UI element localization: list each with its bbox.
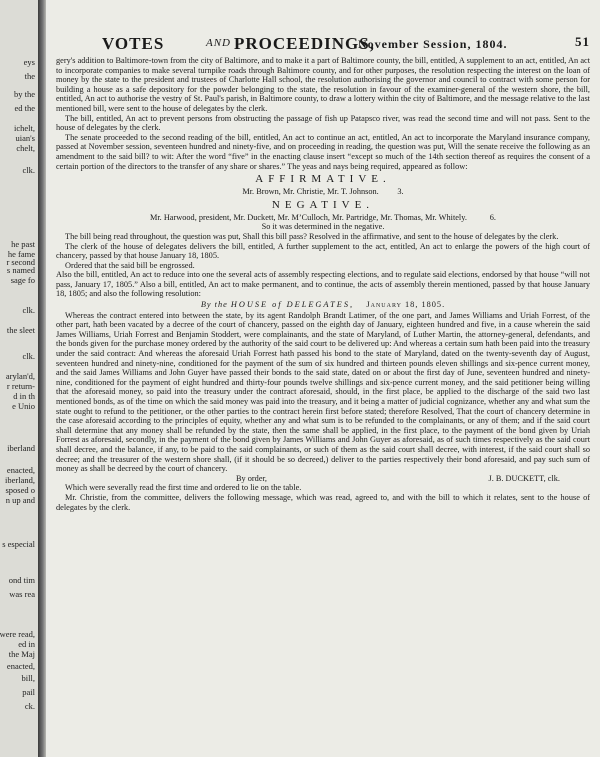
margin-fragment: iberland: [7, 443, 35, 453]
header-title: VOTES: [102, 34, 165, 53]
margin-fragment: clk.: [22, 165, 35, 175]
margin-fragment: enacted,: [6, 661, 35, 671]
margin-fragment: clk.: [22, 305, 35, 315]
house-of-delegates-line: [56, 300, 590, 310]
determined-line: So it was determined in the negative.: [261, 222, 385, 232]
house-date: January 18, 1805.: [366, 300, 446, 310]
paragraph: Ordered that the said bill be engrossed.: [65, 260, 195, 270]
page-number: 51: [575, 34, 590, 49]
margin-fragment: d in th: [13, 391, 35, 401]
adjacent-page-margin: [0, 0, 40, 757]
negative-name-list: Mr. Harwood, president, Mr. Duckett, Mr. M’Culloch, Mr. Partridge, Mr. Thomas, Mr. Whitely.: [149, 212, 467, 222]
margin-fragment: by the: [13, 89, 35, 99]
resolution-paragraph: Whereas the contract entered into between the state, by its agent Randolph Brandt Latimer, of the one part, and James Williams and Uriah Forrest, of the other part, hath been vacated by a decree of the court of chancery, passed on the eighth day of January, eighteen hundred and five, in a cause wherein the said James Williams, Uriah Forrest and Benjamin Stoddert, were complainants, and the state of Maryland, of Luther Martin, the attorney-general, defendants, and the bonds given for the purchase money ordered by the authority of the said court to be delivered up: And whereas a certain sum hath been paid into the treasury under the said contract: And whereas the aforesaid Uriah Forrest hath passed his bond to the state of Maryland, dated on the twenty-seventh day of August, seventeen hundred and ninety-nine, conditioned for the payment of the sum of six hundred and thirteen pounds eleven shillings and six-pence current money, and the said James Williams and John Guyer have passed their bonds to the said state, dated on or about the first day of June, seventeen hundred and ninety-nine, conditioned for the payment of eight hundred and thirty-four pounds twelve shillings and six-pence current money, and the said petitioner being willing that the aforesaid money, so paid into the treasury under the contract aforesaid, should, in the first place, be applied to the discharge of the said two last mentioned bonds, as of the time on which the said money was paid into the treasury, and it being a matter of judicial cognizance, whether any and what sum the state ought to refund to the petitioner, or the other parties to the contract herein first before stated; therefore Resolved, That the court of chancery determine in the case aforesaid according to the principles of equity, whether any and what sum is to be refunded to the complainants, or any of them; and if the said court shall determine that any money shall be refunded by the state, then the same shall be applied, in the first place, to the payment of the bond given by Uriah Forrest as aforesaid, secondly, in the payment of the bond given by James Williams and John Guyer as aforesaid, as of such times respectively as the said court shall decree, and the balance, if any, to be paid to the said complainants, or such of them as the said court shall decree, with interest, if the said court shall so decree; and the treasurer of the western shore shall, (if it should be so decreed,) deliver to the parties respectively their bond aforesaid, and pay such sum of money as shall be decreed by the court of chancery.: [56, 310, 590, 474]
paragraph: Also the bill, entitled, An act to reduce into one the several acts of assembly respecting elections, and to regulate said elections, endorsed by that house “will not pass, January 17, 1805.” Also a bill, entitled, An act to make permanent, and to continue, the acts of assembly therein mentioned, passed by that house January 18, 1805; and also the following resolution:: [56, 270, 590, 299]
header-and: AND: [206, 37, 231, 49]
margin-fragment: the: [24, 71, 35, 81]
margin-fragment: sage fo: [10, 275, 35, 285]
paragraph: The bill, entitled, An act to prevent persons from obstructing the passage of fish up Patapsco river, was read the second time and will not pass. Sent to the house of delegates by the clerk.: [56, 113, 590, 133]
margin-fragment: e Unio: [12, 401, 35, 411]
paragraph: Mr. Christie, from the committee, delivers the following message, which was read, agreed to, and with the bill to which it relates, sent to the house of delegates by the clerk.: [56, 492, 590, 512]
page-body: [56, 56, 590, 512]
margin-fragment: uian's: [15, 133, 35, 143]
margin-fragment: pail: [22, 687, 35, 697]
margin-fragment: he fame: [7, 249, 35, 259]
affirmative-heading: AFFIRMATIVE.: [255, 173, 391, 186]
header-proceedings: PROCEEDINGS,: [234, 34, 375, 53]
negative-heading: NEGATIVE.: [271, 198, 375, 211]
negative-names: [56, 213, 590, 223]
document-page: [46, 0, 600, 757]
negative-count: 6.: [489, 212, 496, 222]
house-name: HOUSE of DELEGATES,: [230, 300, 355, 310]
margin-fragment: clk.: [22, 351, 35, 361]
house-by-the: By the: [200, 300, 228, 310]
by-order: By order,: [236, 473, 268, 483]
margin-fragment: r second: [6, 257, 35, 267]
paragraph: gery's addition to Baltimore-town from the city of Baltimore, and to make it a part of Baltimore county, the bill, entitled, A supplement to an act, entitled, An act to incorporate companies to make several turnpike roads through Baltimore county, and for other purposes, the resolution respecting the interest on the loan of money by the state to the president and trustees of Charlotte Hall school, the resolution authorising the governor and council to contract with some person for building a house as a safe depository for the powder belonging to the state, the resolution in favour of the examiner-general of the western shore, the bill, entitled, An act to authorise the vestry of St. Paul's parish, in Baltimore county, to draw a lottery within the city of Baltimore, and the message relative to the last mentioned bill, were sent to the house of delegates by the clerk.: [56, 56, 590, 113]
margin-fragment: chelt,: [16, 143, 35, 153]
affirmative-name-list: Mr. Brown, Mr. Christie, Mr. T. Johnson.: [242, 187, 379, 197]
margin-fragment: n up and: [5, 495, 35, 505]
paragraph: The bill being read throughout, the question was put, Shall this bill pass? Resolved in the affirmative, and sent to the house of delegates by the clerk.: [65, 231, 559, 241]
affirmative-names: [56, 187, 590, 197]
margin-fragment: r return-: [6, 381, 35, 391]
margin-fragment: ichelt,: [13, 123, 35, 133]
margin-fragment: he past: [11, 239, 35, 249]
margin-fragment: ed in: [18, 639, 35, 649]
paragraph: The clerk of the house of delegates delivers the bill, entitled, A further supplement to the act, entitled, An act to enlarge the powers of the high court of chancery, passed by that house January 18, 1805.: [56, 241, 590, 261]
margin-fragment: the sleet: [6, 325, 35, 335]
paragraph: Which were severally read the first time and ordered to lie on the table.: [65, 483, 302, 493]
margin-fragment: ed the: [14, 103, 35, 113]
margin-fragment: eys: [23, 57, 35, 67]
margin-fragment: sposed o: [5, 485, 35, 495]
margin-fragment: enacted,: [6, 465, 35, 475]
page-header: [56, 34, 592, 54]
affirmative-count: 3.: [397, 187, 404, 197]
margin-fragment: s especial: [2, 539, 35, 549]
margin-fragment: s named: [6, 265, 35, 275]
margin-fragment: ck.: [24, 701, 35, 711]
margin-fragment: iberland,: [5, 475, 35, 485]
header-session: November Session, 1804.: [358, 37, 508, 51]
book-gutter: [38, 0, 46, 757]
margin-fragment: arylan'd,: [5, 371, 35, 381]
margin-fragment: the Maj: [8, 649, 35, 659]
margin-fragment: was rea: [9, 589, 35, 599]
margin-fragment: bill,: [21, 673, 35, 683]
signature-block: [56, 474, 590, 484]
clerk-signature: J. B. DUCKETT, clk.: [488, 473, 560, 483]
margin-fragment: were read,: [0, 629, 35, 639]
margin-fragment: ond tim: [8, 575, 35, 585]
paragraph: The senate proceeded to the second reading of the bill, entitled, An act to continue an act, entitled, An act to incorporate the Maryland insurance company, passed at November session, seventeen hundred and ninety-five, and on proceeding in reading, the question was put, Will the senate receive the following as an amendment to the said bill? to wit: After the word “five” in the enacting clause insert “except so much of the 14th section thereof as requires the consent of a certain portion of the directors to the transfer of any share or shares.” The yeas and nays being required, appeared as follow:: [56, 132, 590, 171]
